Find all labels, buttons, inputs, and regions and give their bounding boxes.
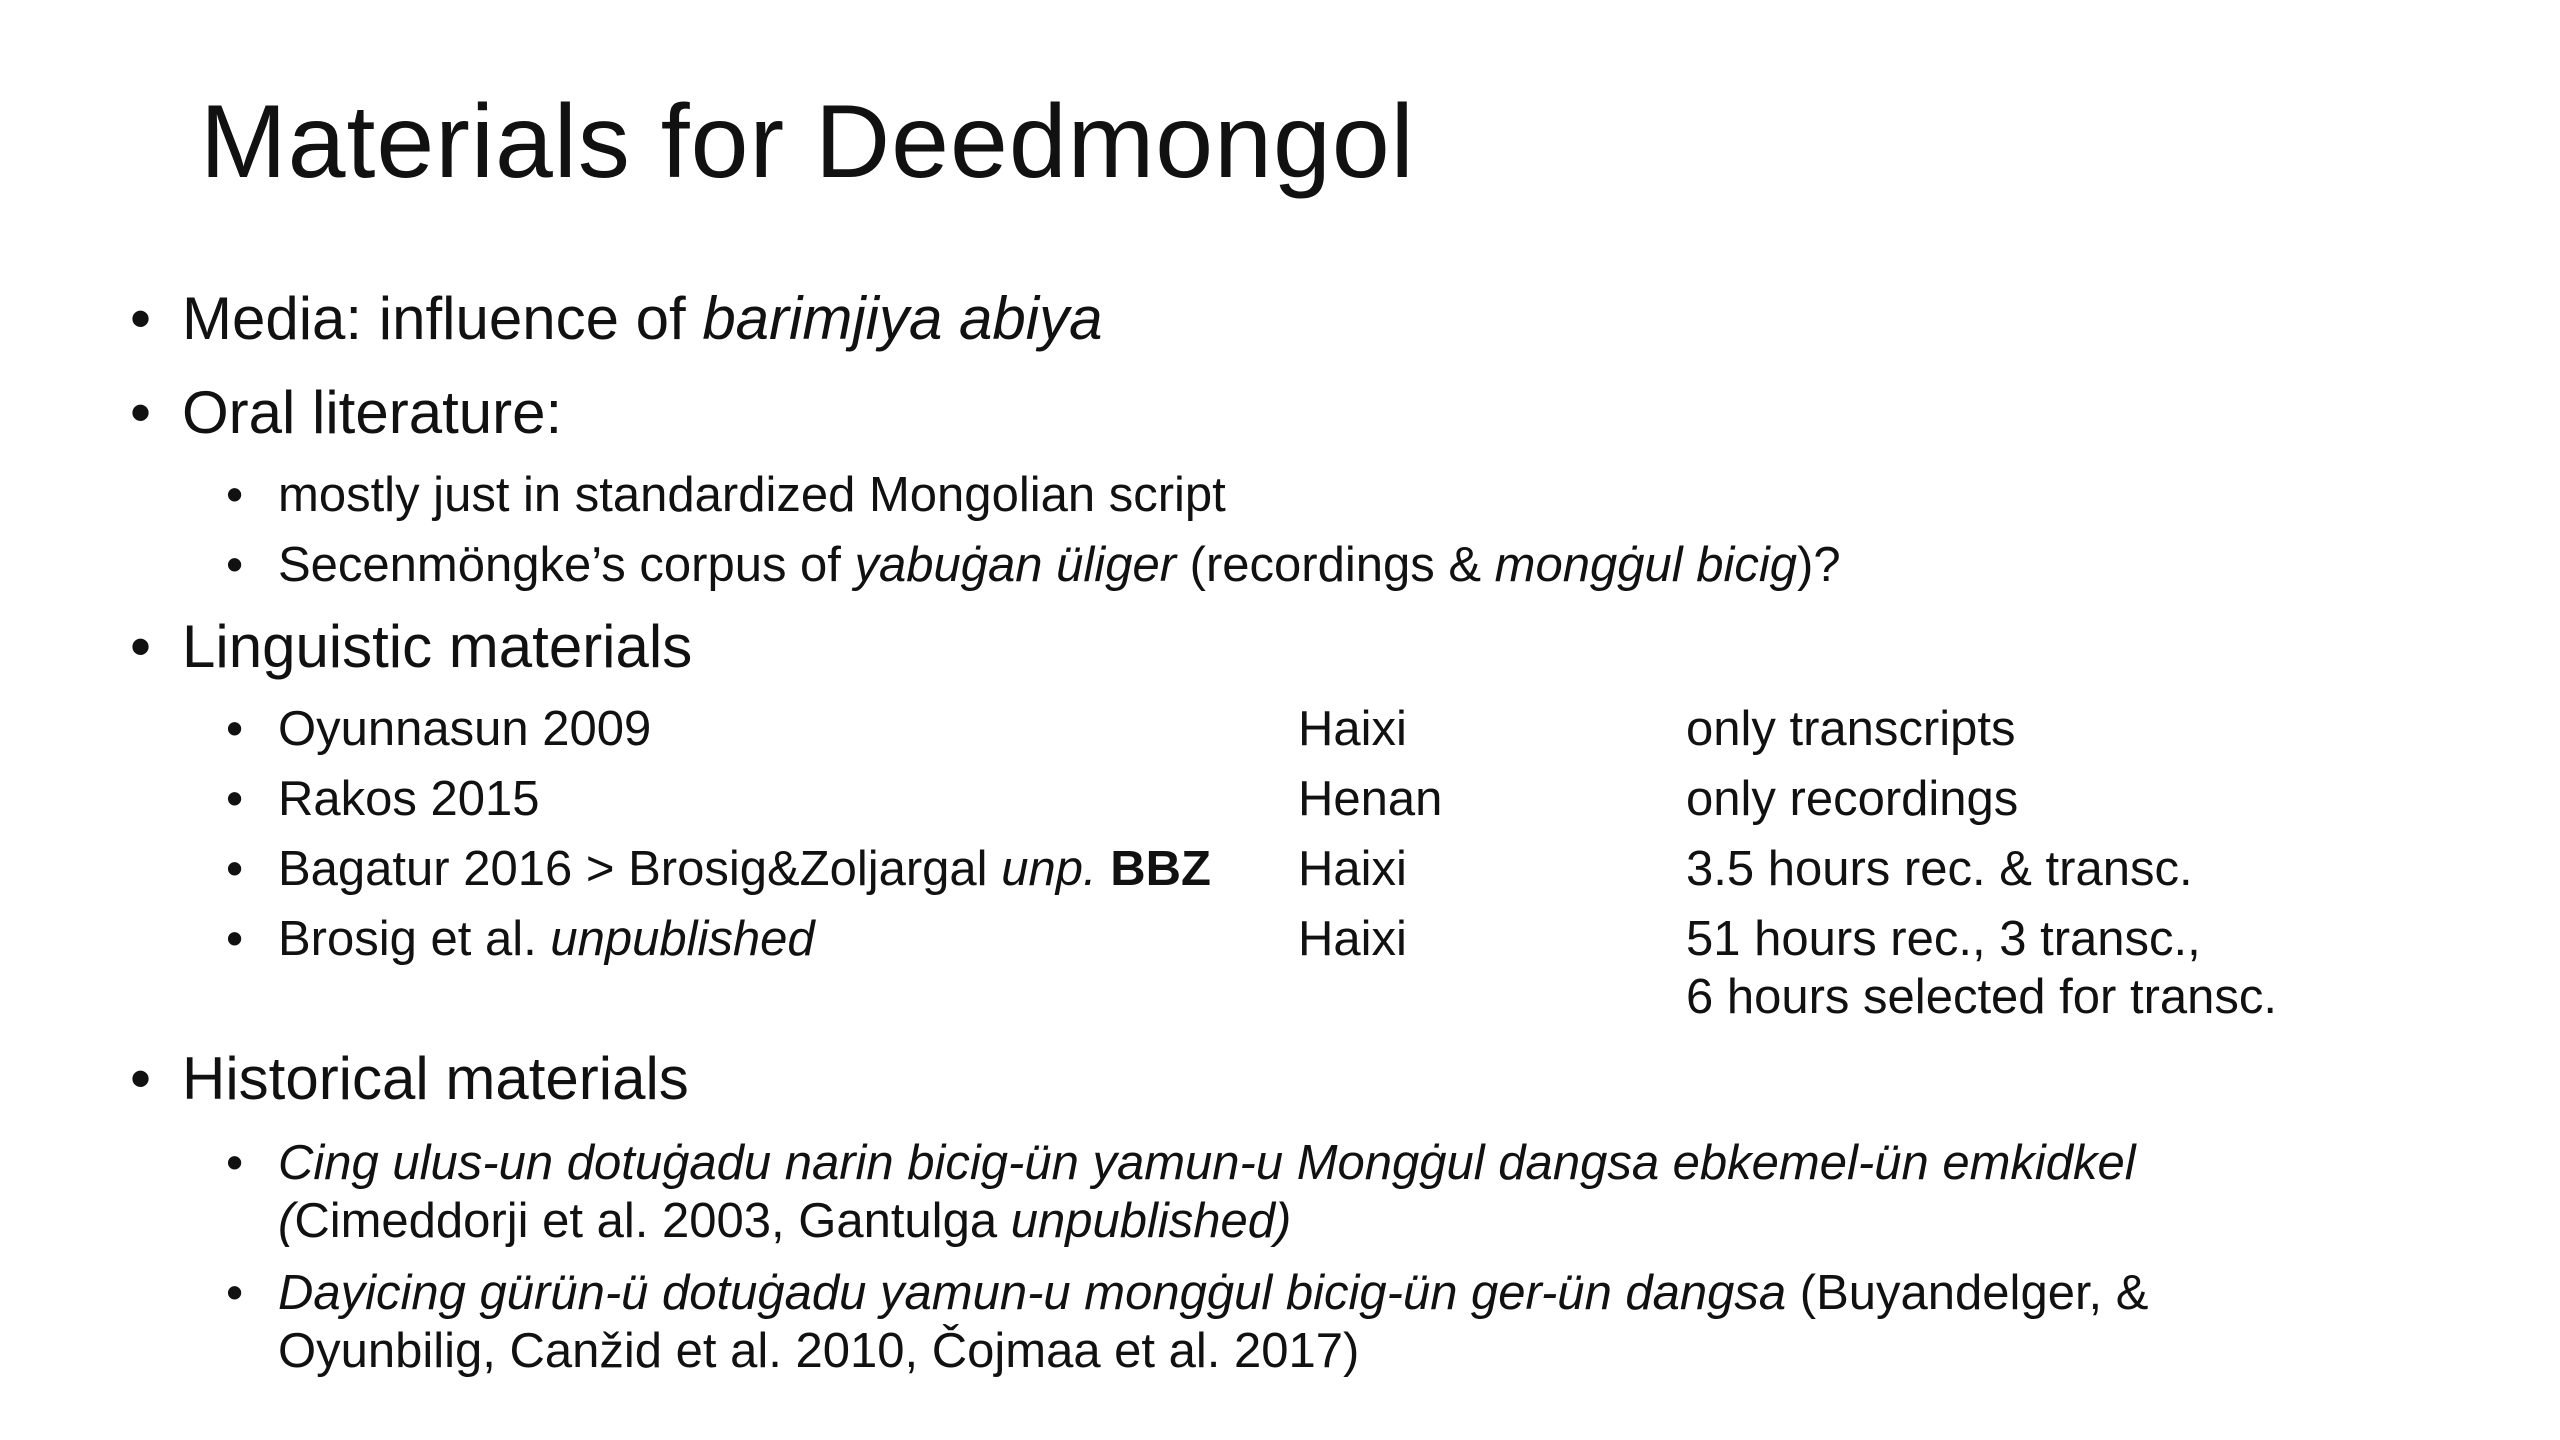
bullet-media [130,272,2510,366]
bullet-icon: • [130,379,152,446]
linguistic-label: Linguistic materials [182,613,693,680]
historical-item-1-title: Cing ulus-un dotuġadu narin bicig-ün yamun-u Mongġul dangsa ebkemel-ün emkidkel [278,1136,2136,1190]
row-dialect: Haixi [1298,912,1407,966]
bullet-oral-literature [130,366,2510,460]
row-note-line-1: 51 hours rec., 3 transc., [1686,912,2201,966]
historical-item-2-refs-line-2: Oyunbilig, Canžid et al. 2010, Čojmaa et al. 2017) [278,1324,1360,1378]
sub-bullet-icon: • [226,772,244,826]
row-dialect: Haixi [1298,842,1407,896]
row-source-a: Brosig et al. [278,912,551,966]
row-note [1686,910,2277,1026]
historical-item-1-paren: ( [278,1194,295,1248]
historical-item-2-refs: (Buyandelger, & [1786,1266,2149,1320]
historical-item-1-refs: Cimeddorji et al. 2003, Gantulga [294,1194,1011,1248]
linguistic-row [130,694,2510,764]
sub-bullet-icon: • [226,912,244,966]
row-source [278,834,1211,904]
row-source: Rakos 2015 [278,772,540,826]
oral-item-2-b: yabuġan üliger [854,538,1177,592]
oral-item-2-a: Secenmöngke’s corpus of [278,538,855,592]
oral-item-2-e: )? [1797,538,1841,592]
oral-item-1 [130,460,2510,530]
row-note-line-2: 6 hours selected for transc. [1686,970,2278,1024]
oral-item-1-text: mostly just in standardized Mongolian script [278,468,1226,522]
slide-title: Materials for Deedmongol [200,84,1415,200]
historical-item-1 [130,1126,2510,1256]
linguistic-row [130,764,2510,834]
bullet-icon: • [130,1045,152,1112]
historical-item-1-unpublished: unpublished) [1010,1194,1292,1248]
slide-content [130,272,2510,1386]
row-source-b: unpublished [550,912,815,966]
row-source: Oyunnasun 2009 [278,702,652,756]
sub-bullet-icon: • [226,468,244,522]
sub-bullet-icon: • [226,1136,244,1190]
row-dialect: Henan [1298,772,1443,826]
historical-item-2 [130,1256,2510,1386]
bullet-linguistic-materials [130,600,2510,694]
oral-item-2 [130,530,2510,600]
row-note: only transcripts [1686,702,2016,756]
oral-item-2-c: (recordings & [1176,538,1495,592]
row-dialect: Haixi [1298,702,1407,756]
sub-bullet-icon: • [226,1266,244,1320]
linguistic-row [130,904,2510,1032]
media-italic: barimjiya abiya [702,285,1103,352]
oral-item-2-d: mongġul bicig [1494,538,1797,592]
sub-bullet-icon: • [226,842,244,896]
sub-bullet-icon: • [226,538,244,592]
row-source-c [1097,842,1111,896]
bullet-icon: • [130,285,152,352]
media-text: Media: influence of [182,285,703,352]
historical-item-2-title: Dayicing gürün-ü dotuġadu yamun-u mongġul bicig-ün ger-ün dangsa [278,1266,1787,1320]
historical-label: Historical materials [182,1045,689,1112]
row-source [278,904,815,974]
row-source-a: Bagatur 2016 > Brosig&Zoljargal [278,842,1002,896]
row-source-d: BBZ [1110,842,1211,896]
linguistic-row [130,834,2510,904]
row-source-b: unp. [1001,842,1097,896]
row-note: only recordings [1686,772,2019,826]
oral-label: Oral literature: [182,379,563,446]
row-note: 3.5 hours rec. & transc. [1686,842,2193,896]
bullet-icon: • [130,613,152,680]
sub-bullet-icon: • [226,702,244,756]
bullet-historical-materials [130,1032,2510,1126]
